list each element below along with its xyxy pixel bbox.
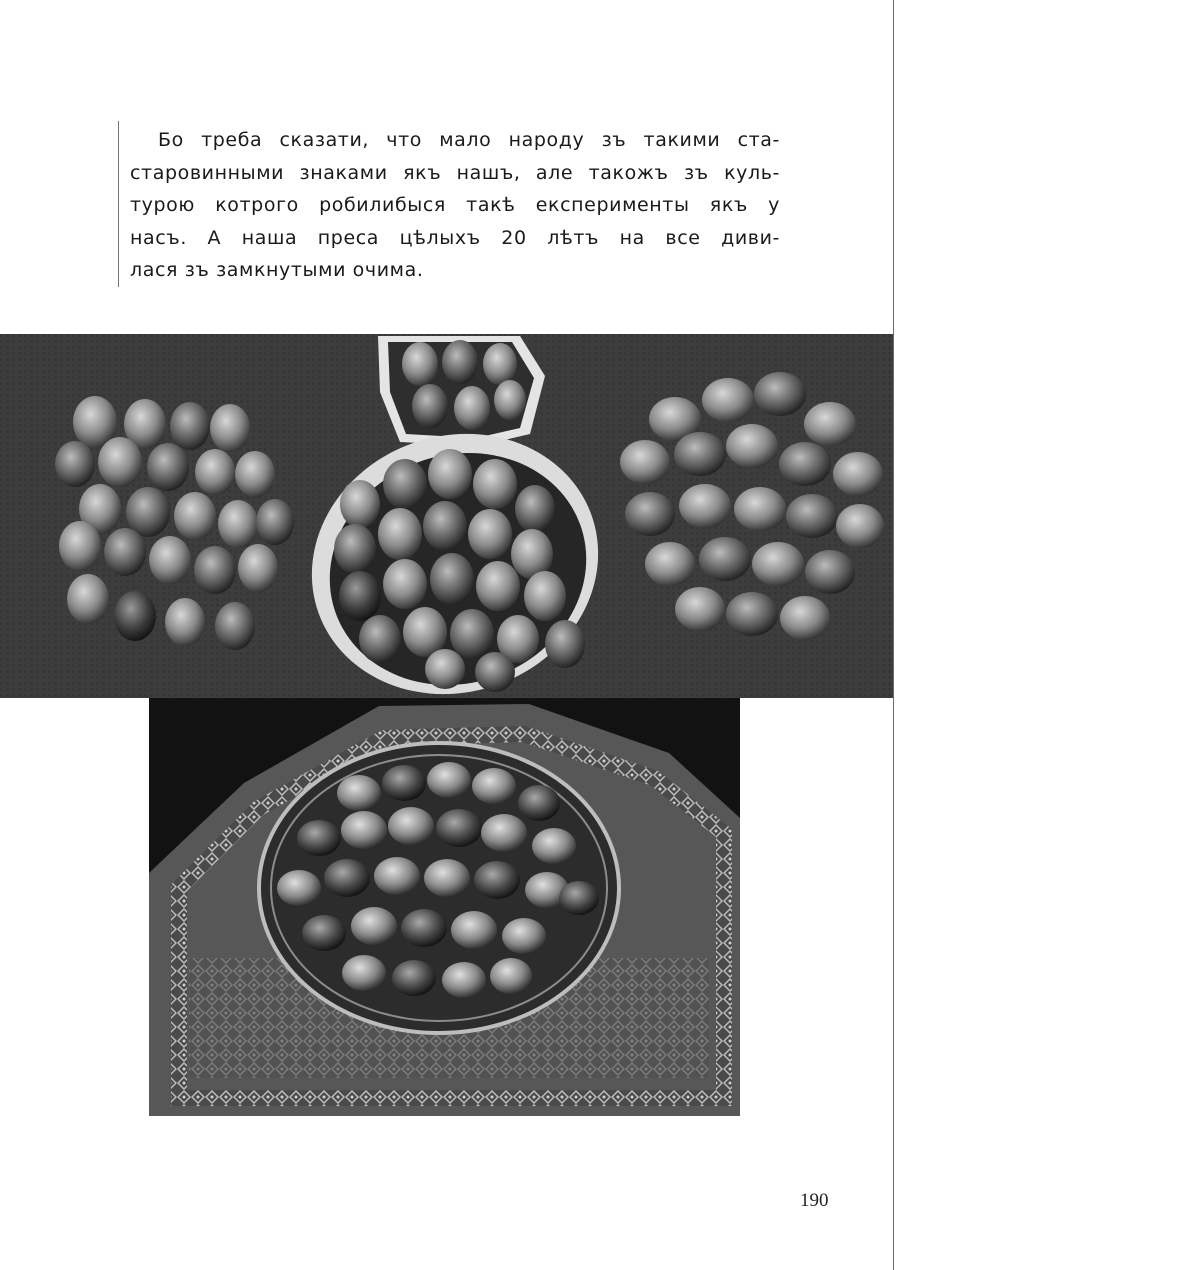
- paragraph-line: старовинными знаками якъ нашъ, але такожъ зъ куль-: [130, 161, 780, 184]
- paragraph-line: насъ. А наша преса цѣлыхъ 20 лѣтъ на все диви-: [130, 226, 780, 249]
- bottom-photo-drawing: [149, 698, 740, 1116]
- body-paragraph: [130, 124, 780, 287]
- top-photo-drawing: [0, 334, 893, 698]
- margin-rule: [118, 121, 119, 287]
- bottom-photo: [149, 698, 740, 1116]
- paragraph-line: лася зъ замкнутыми очима.: [130, 259, 424, 281]
- page-number: 190: [800, 1190, 829, 1211]
- paragraph-line: Бо треба сказати, что мало народу зъ такими ста-: [158, 129, 780, 151]
- paragraph-line: турою котрого робилибыся такѣ експерименты якъ у: [130, 194, 780, 216]
- top-photo: [0, 334, 893, 698]
